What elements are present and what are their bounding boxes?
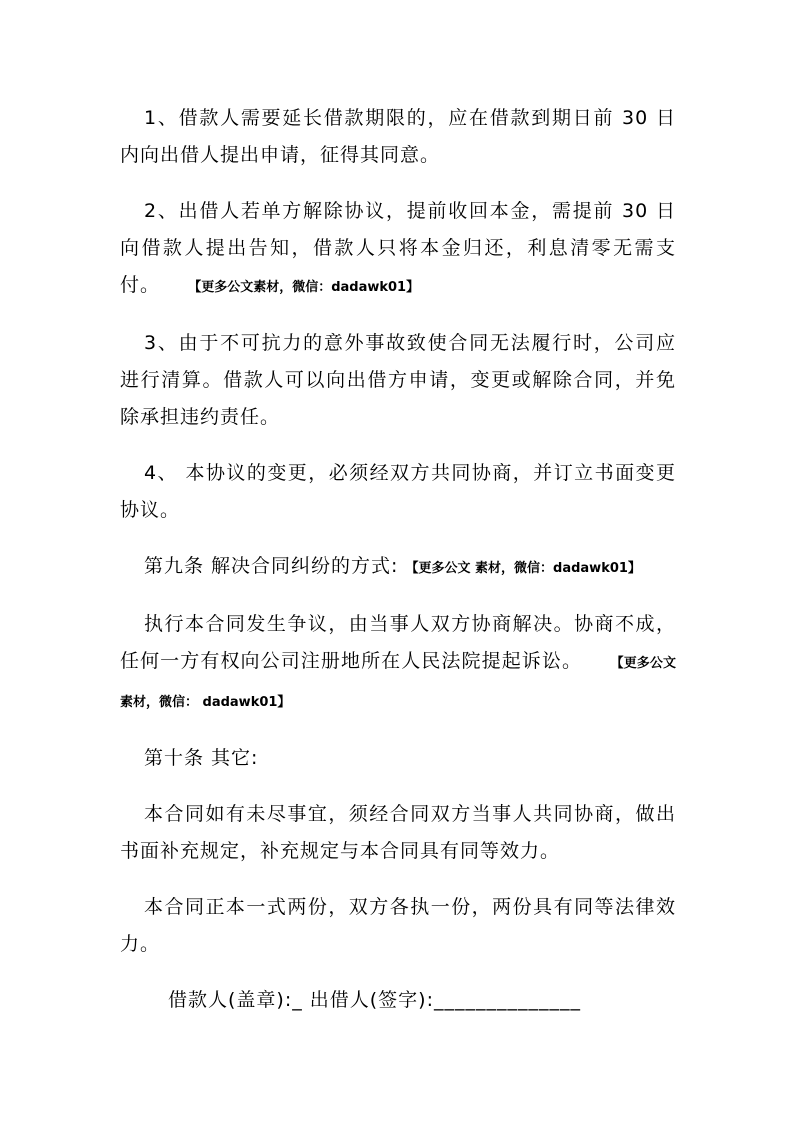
document-body — [120, 100, 676, 1038]
paragraph-text: 1、借款人需要延长借款期限的，应在借款到期日前 30 日内向出借人提出申请，征得其同意。 — [120, 107, 676, 166]
paragraph-text: 第九条 解决合同纠纷的方式: — [144, 555, 399, 577]
signature-line — [120, 982, 676, 1019]
article-9-heading — [120, 548, 676, 587]
material-note: 【更多公文 素材，微信：dadawk01】 — [405, 561, 641, 576]
article-10-heading — [120, 740, 676, 777]
clause-4 — [120, 455, 676, 529]
clause-1 — [120, 100, 676, 174]
paragraph-text: 第十条 其它: — [144, 747, 259, 769]
material-note: 【更多公文素材，微信： dadawk01】 — [120, 656, 676, 710]
paragraph-text: 2、出借人若单方解除协议，提前收回本金，需提前 30 日向借款人提出告知，借款人只将本金归还，利息清零无需支付。 — [120, 200, 676, 296]
material-note: 【更多公文素材，微信：dadawk01】 — [188, 280, 420, 295]
paragraph-text: 3、由于不可抗力的意外事故致使合同无法履行时，公司应进行清算。借款人可以向出借方申请，变更或解除合同，并免除承担违约责任。 — [120, 332, 676, 428]
clause-2 — [120, 193, 676, 306]
paragraph-text: 本合同如有未尽事宜，须经合同双方当事人共同协商，做出书面补充规定，补充规定与本合同具有同等效力。 — [120, 803, 676, 862]
signature-text: 借款人(盖章):_ 出借人(签字):______________ — [168, 989, 581, 1011]
dispute-resolution-paragraph — [120, 606, 676, 721]
paragraph-text: 4、 本协议的变更，必须经双方共同协商，并订立书面变更协议。 — [120, 462, 676, 521]
clause-3 — [120, 325, 676, 436]
paragraph-text: 本合同正本一式两份，双方各执一份，两份具有同等法律效力。 — [120, 896, 676, 955]
paragraph-text: 执行本合同发生争议，由当事人双方协商解决。协商不成，任何一方有权向公司注册地所在人民法院提起诉讼。 — [120, 613, 676, 672]
supplementary-paragraph — [120, 796, 676, 870]
copies-paragraph — [120, 889, 676, 963]
